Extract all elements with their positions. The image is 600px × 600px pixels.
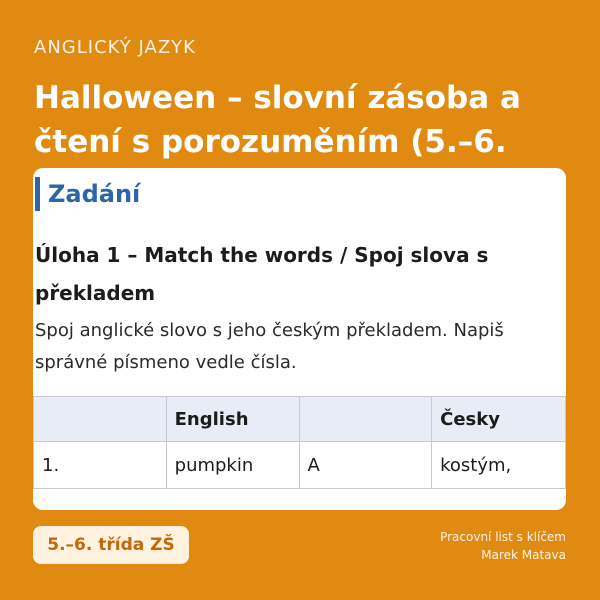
vocabulary-table [33, 396, 566, 489]
task-title [35, 236, 555, 312]
table-row [34, 442, 566, 489]
instruction-line-1: Spoj anglické slovo s jeho českým překladem. Napiš [35, 320, 504, 341]
task-instruction [35, 315, 560, 379]
page-title-line-2: čtení s porozuměním (5.–6. [34, 124, 507, 160]
author-name: Marek Matava [481, 548, 566, 562]
instruction-line-2: správné písmeno vedle čísla. [35, 352, 297, 373]
table-header-row [34, 397, 566, 442]
table-header-czech: Česky [432, 397, 566, 442]
czech-word: kostým, [432, 442, 566, 489]
task-title-line-2: překladem [35, 281, 156, 305]
page-title [34, 76, 574, 164]
section-heading: Zadání [35, 177, 140, 211]
task-title-line-1: Úloha 1 – Match the words / Spoj slova s [35, 243, 489, 267]
footer-note [440, 528, 566, 564]
answer-letter: A [299, 442, 432, 489]
english-word: pumpkin [166, 442, 299, 489]
page-title-line-1: Halloween – slovní zásoba a [34, 80, 521, 116]
worksheet-card [33, 168, 566, 510]
table-header-english: English [166, 397, 299, 442]
grade-badge: 5.–6. třída ZŠ [33, 526, 189, 564]
row-number: 1. [34, 442, 167, 489]
table-header-cell [299, 397, 432, 442]
table-header-cell [34, 397, 167, 442]
subject-label: ANGLICKÝ JAZYK [34, 37, 196, 58]
footer-note-line-1: Pracovní list s klíčem [440, 530, 566, 544]
